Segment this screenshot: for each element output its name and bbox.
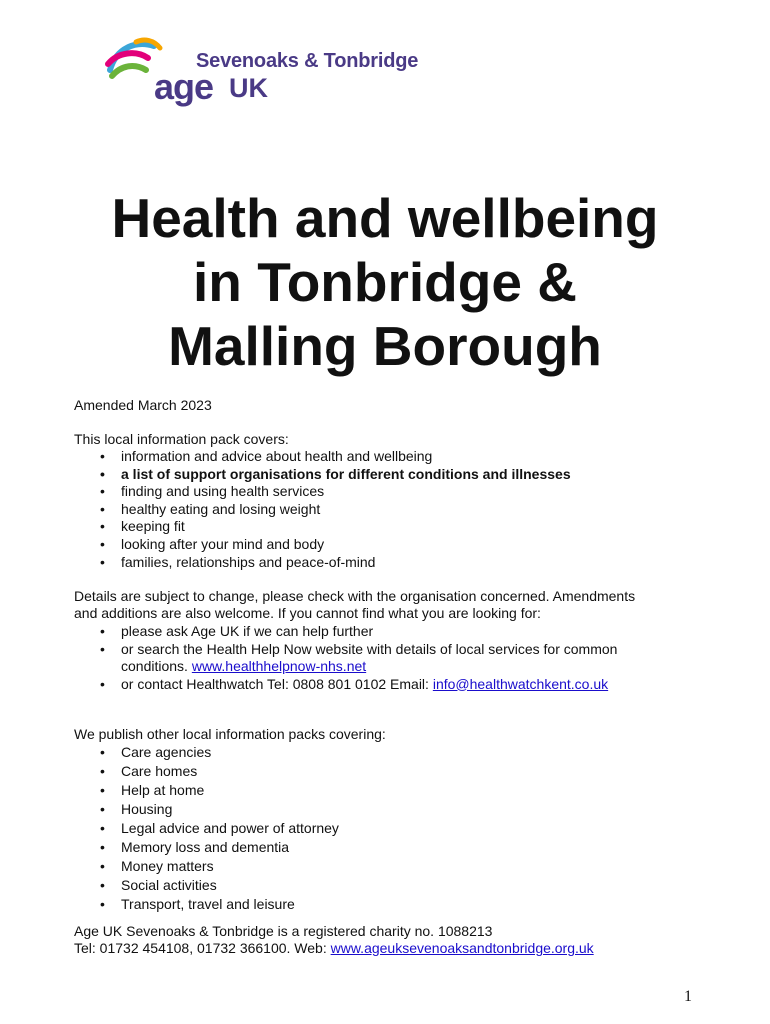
list-item: • Housing [74,800,704,819]
list-item: • information and advice about health and wellbeing [74,448,704,466]
contact-info [74,940,704,958]
packs-list [74,743,704,914]
list-item [74,641,704,676]
covers-list [74,448,704,571]
age-uk-logo [96,30,431,122]
list-item-text: conditions. [121,658,188,675]
logo-age-wordmark: age [154,66,214,107]
list-item: • looking after your mind and body [74,536,704,554]
page-number: 1 [684,988,692,1005]
charity-info: Age UK Sevenoaks & Tonbridge is a registered charity no. 1088213 [74,923,493,939]
list-item: • families, relationships and peace-of-mind [74,554,704,572]
list-item: • Social activities [74,876,704,895]
list-item: • Money matters [74,857,704,876]
title-line: Malling Borough [168,315,602,377]
list-item-text: or search the Health Help Now website with details of local services for common [121,640,618,657]
list-item: • please ask Age UK if we can help further [74,623,704,641]
logo-uk-wordmark: UK [229,73,268,103]
list-item: • finding and using health services [74,483,704,501]
title-line: Health and wellbeing [111,187,659,249]
list-item-text: or contact Healthwatch Tel: 0808 801 0102 Email: [121,675,429,692]
list-item: • Memory loss and dementia [74,838,704,857]
list-item: • Care homes [74,762,704,781]
list-item: • Transport, travel and leisure [74,895,704,914]
website-link[interactable]: www.ageuksevenoaksandtonbridge.org.uk [330,940,594,956]
packs-intro: We publish other local information packs covering: [74,726,386,742]
health-help-now-link[interactable]: www.healthhelpnow-nhs.net [191,658,367,675]
contact-text: Tel: 01732 454108, 01732 366100. Web: [74,940,327,956]
list-item: • Legal advice and power of attorney [74,819,704,838]
details-list [74,623,704,693]
details-line: Details are subject to change, please check with the organisation concerned. Amendments [74,588,636,604]
covers-intro: This local information pack covers: [74,431,289,447]
list-item [74,676,704,694]
list-item: • Help at home [74,781,704,800]
title-line: in Tonbridge & [193,251,577,313]
list-item: • healthy eating and losing weight [74,501,704,519]
logo-name: Sevenoaks & Tonbridge [196,50,419,72]
healthwatch-email-link[interactable]: info@healthwatchkent.co.uk [432,675,609,692]
details-line: and additions are also welcome. If you cannot find what you are looking for: [74,605,541,621]
list-item: • Care agencies [74,743,704,762]
list-item: • keeping fit [74,518,704,536]
page-title [0,186,770,378]
list-item: • a list of support organisations for different conditions and illnesses [74,466,704,484]
amended-date: Amended March 2023 [74,397,212,413]
